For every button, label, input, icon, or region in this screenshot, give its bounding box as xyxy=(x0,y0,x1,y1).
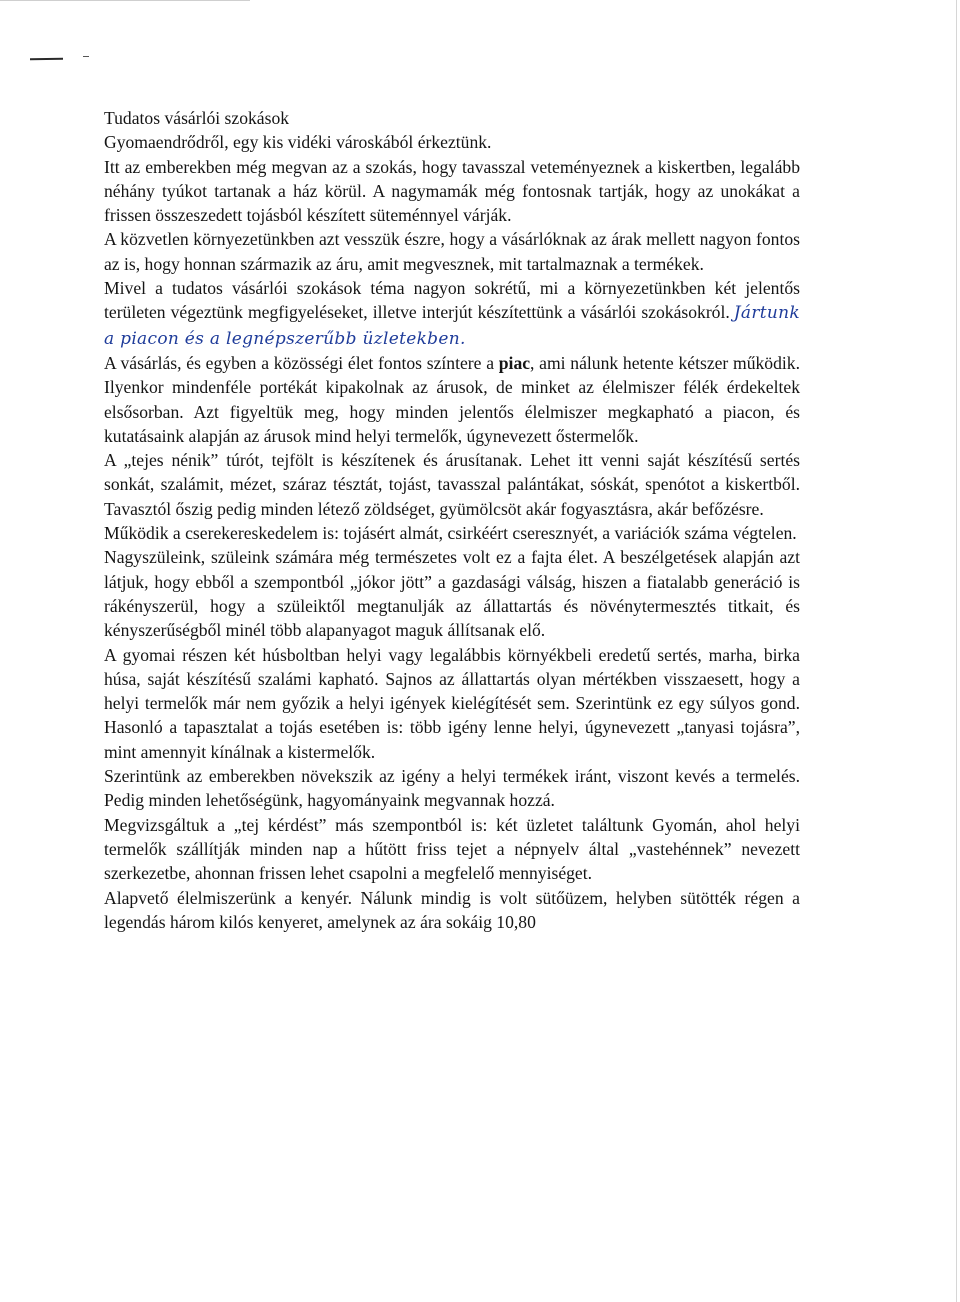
scan-edge-right xyxy=(956,0,957,1302)
paragraph-with-note xyxy=(104,276,800,351)
market-text-after: , ami nálunk hetente kétszer működik. Ilyenkor mindenféle portékát kipakolnak az árusok, de minket az élelmiszer félék érdekeltek elsősorban. Azt figyeltük meg, hogy minden jelentős élelmiszer megkapható a piacon, és kutatásaink alapján az árusok mind helyi termelők, úgynevezett őstermelők. xyxy=(104,352,800,446)
paragraph: Nagyszüleink, szüleink számára még természetes volt ez a fajta élet. A beszélgetések alapján azt látjuk, hogy ebből a szempontból „jókor jött” a gazdasági válság, hiszen a fiatalabb generáció is rákényszerül, hogy a szüleiktől megtanulják az állattartás és növénytermesztés titkait, és kényszerűségből minél több alapanyagot maguk állítsanak elő. xyxy=(104,547,800,641)
paragraph-market xyxy=(104,351,800,448)
paragraph: A „tejes nénik” túrót, tejfölt is készítenek és árusítanak. Lehet itt venni saját készítésű sertés sonkát, szalámit, mézet, száraz tésztát, tojást, tavasszal palántákat, sóskát, spenótot a kiskertből. Tavasztól őszig pedig minden létező zöldséget, gyümölcsöt akár fogyasztásra, akár befőzésre. xyxy=(104,450,800,519)
paragraph: A gyomai részen két húsboltban helyi vagy legalábbis környékbeli eredetű sertés, marha, birka húsa, saját készítésű szalámi kapható. Sajnos az állattartás olyan mértékben visszaesett, hogy a helyi termelők már nem győzik a helyi igények kielégítését sem. Szerintünk ez egy súlyos gond. Hasonló a tapasztalat a tojás esetében is: több igény lenne helyi, úgynevezett „tanyasi tojásra”, mint amennyit kínálnak a kistermelők. xyxy=(104,644,800,762)
paragraph: Szerintünk az emberekben növekszik az igény a helyi termékek iránt, viszont kevés a termelés. Pedig minden lehetőségünk, hagyományaink megvannak hozzá. xyxy=(104,766,800,811)
paragraph: Gyomaendrődről, egy kis vidéki városkából érkeztünk. xyxy=(104,132,492,153)
document-body xyxy=(104,106,800,934)
paragraph: Működik a cserekereskedelem is: tojásért almát, csirkéért cseresznyét, a variációk száma végtelen. xyxy=(104,523,797,544)
handwritten-annotation: Jártunk a piacon és a legnépszerűbb üzletekben. xyxy=(104,303,800,349)
scan-edge-top xyxy=(0,0,250,1)
intro-text: Mivel a tudatos vásárlói szokások téma nagyon sokrétű, mi a környezetünkben két jelentős területen végeztünk megfigyeléseket, illetve interjút készítettünk a vásárlói szokásokról. xyxy=(104,278,800,323)
pen-mark xyxy=(30,58,63,61)
market-bold-word: piac xyxy=(498,352,531,373)
market-text-before: A vásárlás, és egyben a közösségi élet fontos színtere a xyxy=(104,352,499,373)
pen-mark-small xyxy=(83,56,89,57)
paragraph: Megvizsgáltuk a „tej kérdést” más szempontból is: két üzletet találtunk Gyomán, ahol helyi termelők szállítják minden nap a hűtött friss tejet a népnyelv által „vastehénnek” nevezett szerkezetbe, ahonnan frissen lehet csapolni a megfelelő mennyiséget. xyxy=(104,814,800,884)
paragraph: A közvetlen környezetünkben azt vesszük észre, hogy a vásárlóknak az árak mellett nagyon fontos az is, hogy honnan származik az áru, amit megvesznek, mit tartalmaznak a termékek. xyxy=(104,229,800,274)
document-title: Tudatos vásárlói szokások xyxy=(104,108,290,128)
paragraph: Alapvető élelmiszerünk a kenyér. Nálunk mindig is volt sütőüzem, helyben sütötték régen a legendás három kilós kenyeret, amelynek az ára sokáig 10,80 xyxy=(104,887,800,932)
paragraph: Itt az emberekben még megvan az a szokás, hogy tavasszal veteményeznek a kiskertben, legalább néhány tyúkot tartanak a ház körül. A nagymamák még fontosnak tartják, hogy az unokákat a frissen összeszedett tojásból készített süteménnyel várják. xyxy=(104,156,800,226)
